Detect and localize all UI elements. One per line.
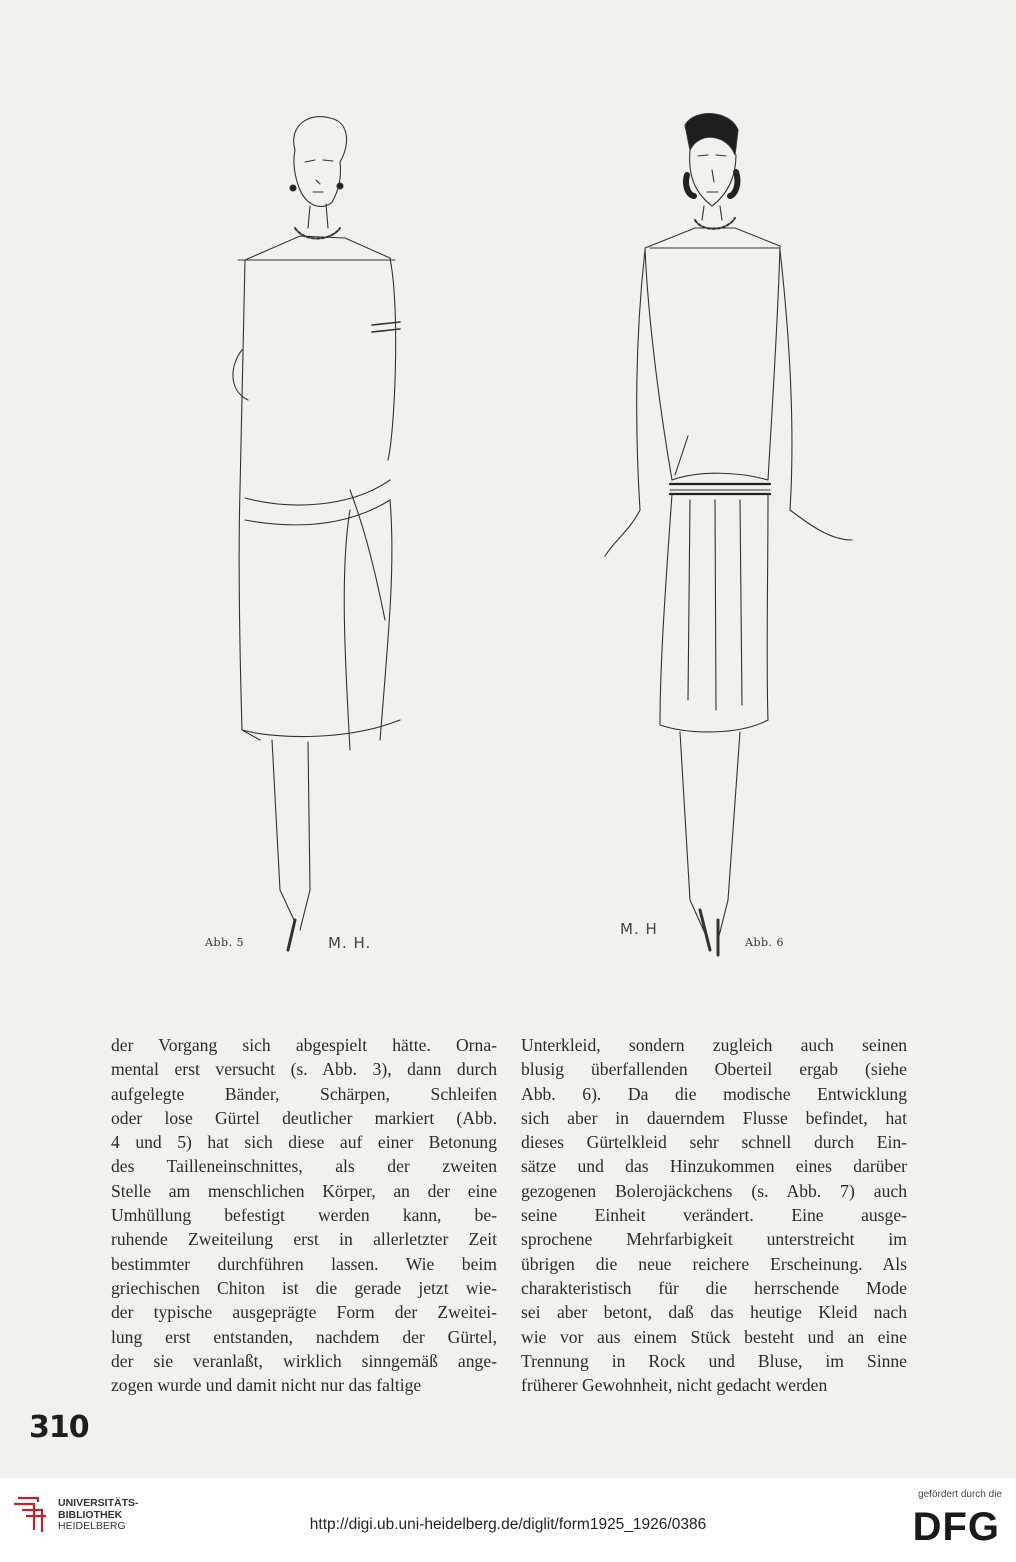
text-line: Unterkleid, sondern zugleich auch seinen — [521, 1035, 907, 1055]
page-number: 310 — [29, 1410, 89, 1445]
library-name-line3: HEIDELBERG — [58, 1520, 126, 1532]
figure-abb6 — [590, 100, 860, 960]
text-line: blusig überfallenden Oberteil ergab (siehe — [521, 1059, 907, 1080]
figure-caption: Abb. 5 — [205, 936, 245, 949]
text-line: der sie veranlaßt, wirklich sinngemäß ange- — [111, 1350, 497, 1371]
fashion-sketch-abb5 — [200, 100, 440, 960]
funded-by-label: gefördert durch die — [918, 1489, 1002, 1500]
text-line: sich aber in dauerndem Flusse befindet, hat — [521, 1107, 907, 1128]
artist-signature: M. H. — [328, 934, 372, 952]
text-column-right — [521, 1033, 907, 1397]
artist-signature: M. H — [620, 920, 658, 938]
text-line: oder lose Gürtel deutlicher markiert (Abb. — [111, 1107, 497, 1128]
text-line: früherer Gewohnheit, nicht gedacht werden — [521, 1375, 828, 1396]
text-line: bestimmter durchführen lassen. Wie beim — [111, 1253, 497, 1274]
figure-abb5 — [200, 100, 440, 960]
text-line: griechischen Chiton ist die gerade jetzt wie- — [111, 1277, 497, 1298]
dfg-logo: DFG — [912, 1505, 1000, 1549]
text-line: aufgelegte Bänder, Schärpen, Schleifen — [111, 1083, 497, 1104]
text-line: der typische ausgeprägte Form der Zweitei- — [111, 1302, 497, 1323]
text-line: gezogenen Bolerojäckchens (s. Abb. 7) auch — [521, 1180, 907, 1201]
text-line: lung erst entstanden, nachdem der Gürtel, — [111, 1326, 497, 1347]
digitization-footer — [0, 1478, 1016, 1562]
figure-caption: Abb. 6 — [745, 936, 785, 949]
text-column-left — [111, 1033, 497, 1397]
text-line: wie vor aus einem Stück besteht und an eine — [521, 1326, 907, 1347]
text-line: 4 und 5) hat sich diese auf einer Betonung — [111, 1132, 497, 1153]
text-line: des Tailleneinschnittes, als der zweiten — [111, 1156, 497, 1177]
text-line: ruhende Zweiteilung erst in allerletzter Zeit — [111, 1229, 497, 1250]
fashion-sketch-abb6 — [590, 100, 860, 960]
text-line: charakteristisch für die herrschende Mode — [521, 1277, 907, 1298]
text-line: zogen wurde und damit nicht nur das faltige — [111, 1375, 422, 1396]
library-name-line2: BIBLIOTHEK — [58, 1508, 123, 1521]
text-line: sei aber betont, daß das heutige Kleid nach — [521, 1302, 907, 1323]
text-line: übrigen die neue reichere Erscheinung. Als — [521, 1253, 907, 1274]
text-line: Umhüllung befestigt werden kann, be- — [111, 1205, 497, 1226]
source-url-link[interactable]: http://digi.ub.uni-heidelberg.de/diglit/form1925_1926/0386 — [309, 1516, 707, 1533]
text-line: Trennung in Rock und Bluse, im Sinne — [521, 1350, 907, 1371]
text-line: seine Einheit verändert. Eine ausge- — [521, 1205, 907, 1226]
library-name-line1: UNIVERSITÄTS- — [58, 1497, 139, 1509]
text-line: Abb. 6). Da die modische Entwicklung — [521, 1083, 907, 1104]
text-line: mental erst versucht (s. Abb. 3), dann durch — [111, 1059, 497, 1080]
text-line: sprochene Mehrfarbigkeit unterstreicht im — [521, 1229, 907, 1250]
text-line: sätze und das Hinzukommen eines darüber — [521, 1156, 907, 1177]
text-line: dieses Gürtelkleid sehr schnell durch Ein- — [521, 1132, 907, 1153]
text-line: der Vorgang sich abgespielt hätte. Orna- — [111, 1035, 497, 1055]
text-line: Stelle am menschlichen Körper, an der eine — [111, 1180, 497, 1201]
